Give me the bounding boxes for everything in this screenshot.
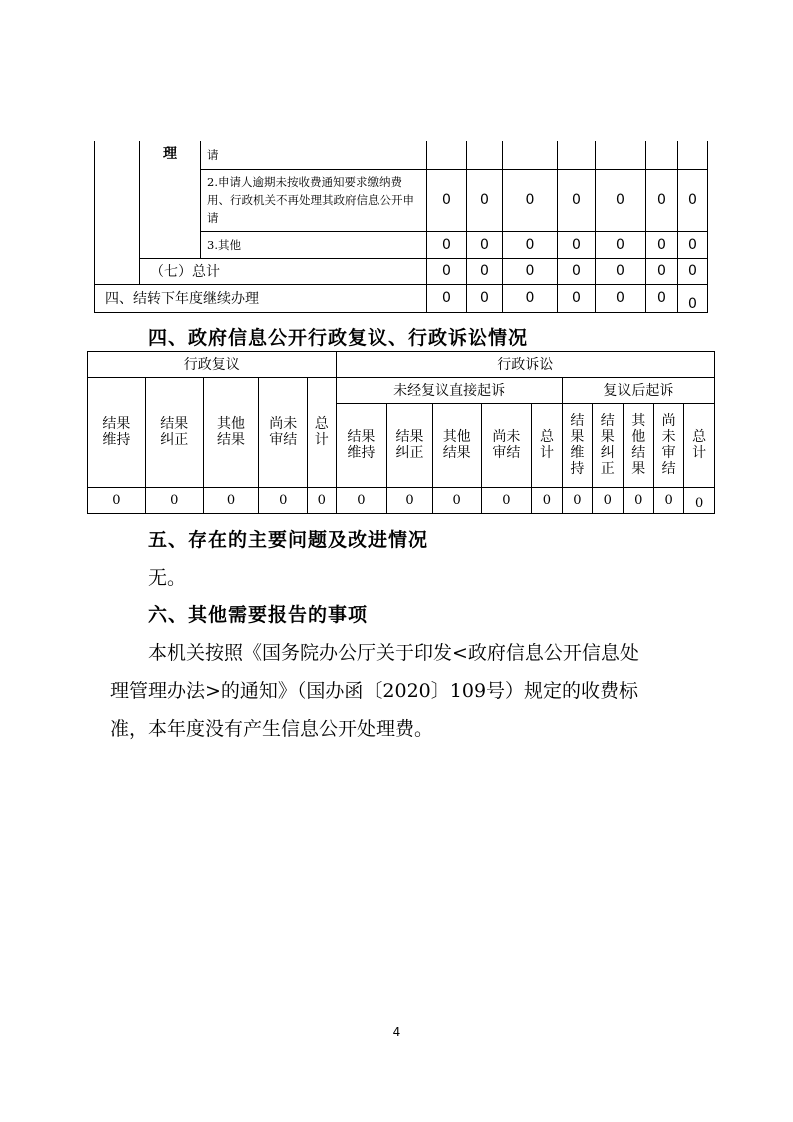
cell-value: 0 xyxy=(481,488,532,514)
category-label: 理 xyxy=(140,141,201,258)
direct-litigation-header: 未经复议直接起诉 xyxy=(336,378,562,404)
cell-value: 0 xyxy=(427,231,467,258)
cell-value: 0 xyxy=(432,488,481,514)
cell-value: 0 xyxy=(558,231,596,258)
cell-value: 0 xyxy=(203,488,259,514)
column-header: 总计 xyxy=(532,404,562,488)
column-header: 结果维持 xyxy=(88,378,146,488)
page-number: 4 xyxy=(392,1025,401,1039)
fee-table xyxy=(94,141,708,313)
cell-value: 0 xyxy=(145,488,203,514)
review-header: 行政复议 xyxy=(88,352,337,378)
total-label: （七）总计 xyxy=(140,258,427,284)
column-header: 尚未审结 xyxy=(653,404,683,488)
cell-value: 0 xyxy=(467,169,503,231)
cell-value: 0 xyxy=(593,488,623,514)
cell-value: 0 xyxy=(503,231,558,258)
cell-value: 0 xyxy=(646,169,678,231)
cell-value: 0 xyxy=(467,231,503,258)
table-row xyxy=(88,488,715,514)
cell-value: 0 xyxy=(558,169,596,231)
column-header: 其他结果 xyxy=(203,378,259,488)
cell-value: 0 xyxy=(596,284,646,312)
cell-value: 0 xyxy=(562,488,592,514)
column-header: 总计 xyxy=(684,404,715,488)
cell-value: 0 xyxy=(646,258,678,284)
cell-value: 0 xyxy=(427,284,467,312)
cell-value: 0 xyxy=(387,488,433,514)
section6-line1: 本机关按照《国务院办公厅关于印发<政府信息公开信息处 xyxy=(148,642,639,664)
cell-value: 0 xyxy=(88,488,146,514)
cell-value: 0 xyxy=(623,488,653,514)
table-row xyxy=(95,258,708,284)
cell-value: 0 xyxy=(678,284,708,312)
table-row xyxy=(95,284,708,312)
cell-value: 0 xyxy=(678,169,708,231)
column-header: 结果纠正 xyxy=(145,378,203,488)
cell-value: 0 xyxy=(467,284,503,312)
cell-value: 0 xyxy=(646,231,678,258)
table-outer-cell xyxy=(95,141,140,284)
cell-value: 0 xyxy=(596,231,646,258)
cell-value: 0 xyxy=(596,258,646,284)
review-litigation-table xyxy=(87,351,715,514)
section6-line3: 准，本年度没有产生信息公开处理费。 xyxy=(110,718,434,740)
cell-value: 0 xyxy=(678,258,708,284)
column-header: 尚未审结 xyxy=(259,378,308,488)
column-header: 其他结果 xyxy=(623,404,653,488)
cell-value: 0 xyxy=(427,169,467,231)
column-header: 尚未审结 xyxy=(481,404,532,488)
column-header: 其他结果 xyxy=(432,404,481,488)
litigation-header: 行政诉讼 xyxy=(336,352,714,378)
row3-text: 3.其他 xyxy=(201,231,427,258)
row2-text: 2.申请人逾期未按收费通知要求缴纳费用、行政机关不再处理其政府信息公开申请 xyxy=(201,169,427,231)
section5-heading: 五、存在的主要问题及改进情况 xyxy=(148,529,429,551)
cell-value: 0 xyxy=(503,284,558,312)
after-review-header: 复议后起诉 xyxy=(562,378,714,404)
cell-value: 0 xyxy=(646,284,678,312)
cell-value: 0 xyxy=(532,488,562,514)
column-header: 结果纠正 xyxy=(387,404,433,488)
cell-value: 0 xyxy=(678,231,708,258)
cell-value: 0 xyxy=(259,488,308,514)
cell-value: 0 xyxy=(427,258,467,284)
cell-value: 0 xyxy=(684,488,715,514)
cell-value: 0 xyxy=(336,488,387,514)
cell-value: 0 xyxy=(503,258,558,284)
cell-value: 0 xyxy=(558,284,596,312)
row-please-text: 请 xyxy=(201,141,427,169)
carry-over-label: 四、结转下年度继续办理 xyxy=(95,284,427,312)
column-header: 结果维持 xyxy=(336,404,387,488)
cell-value: 0 xyxy=(558,258,596,284)
cell-value: 0 xyxy=(653,488,683,514)
section6-line2: 理管理办法>的通知》（国办函〔2020〕109号）规定的收费标 xyxy=(110,680,639,702)
column-header: 总计 xyxy=(308,378,336,488)
cell-value: 0 xyxy=(596,169,646,231)
section5-body: 无。 xyxy=(148,567,187,589)
section6-heading: 六、其他需要报告的事项 xyxy=(148,604,369,626)
cell-value: 0 xyxy=(467,258,503,284)
cell-value: 0 xyxy=(503,169,558,231)
column-header: 结果维持 xyxy=(562,404,592,488)
column-header: 结果纠正 xyxy=(593,404,623,488)
cell-value: 0 xyxy=(308,488,336,514)
section4-heading: 四、政府信息公开行政复议、行政诉讼情况 xyxy=(148,327,529,349)
